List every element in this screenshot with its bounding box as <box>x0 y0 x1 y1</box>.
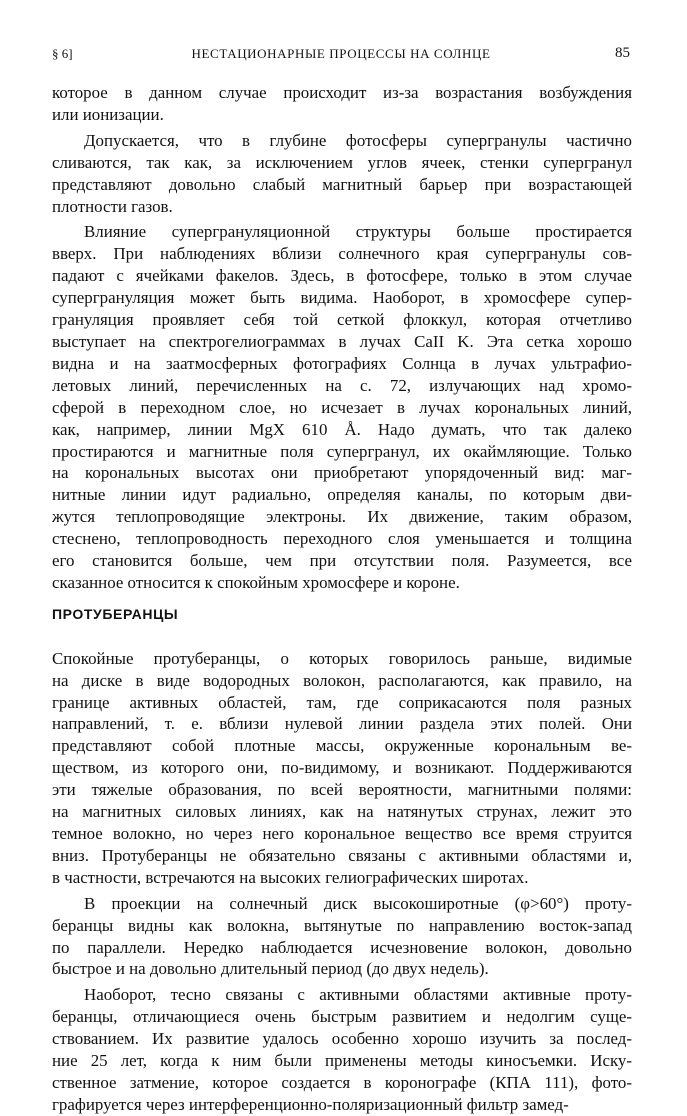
text-line: ществом, из которого они, по-видимому, и возникают. Поддерживаются <box>52 758 632 778</box>
text-line: быстрое и на довольно длительный период (до двух недель). <box>52 959 489 979</box>
text-line: темное волокно, но через него корональное вещество все время струится <box>52 824 632 843</box>
section-number: § 6] <box>52 46 73 61</box>
text-line: беранцы, отличающиеся очень быстрым развитием и недолгим суще- <box>52 1007 632 1027</box>
text-line: границе активных областей, там, где соприкасаются поля разных <box>52 692 632 712</box>
text-line: ствованием. Их развитие удалось особенно хорошо изучить за послед- <box>52 1029 632 1049</box>
text-line: графируется через интерференционно-поляризационный фильтр замед- <box>52 1094 569 1114</box>
text-line: выступает на спектрогелиограммах в лучах CaII K. Эта сетка хорошо <box>52 331 632 351</box>
text-line: летовых линий, перечисленных на с. 72, излучающих над хромо- <box>52 375 632 395</box>
text-line: простираются и магнитные поля супергранул, их окаймляющие. Только <box>52 441 632 461</box>
running-title: НЕСТАЦИОНАРНЫЕ ПРОЦЕССЫ НА СОЛНЦЕ <box>191 46 491 61</box>
text-line: по параллели. Нередко наблюдается исчезновение волокон, довольно <box>52 937 632 957</box>
paragraph <box>52 984 632 1115</box>
text-line: беранцы видны как волокна, вытянутые по направлению восток-запад <box>52 915 632 935</box>
text-line: грануляция проявляет себя той сеткой флоккул, которая отчетливо <box>52 310 632 330</box>
text-line: видна и на заатмосферных фотографиях Солнца в лучах ультрафио- <box>52 353 632 373</box>
text-line: Спокойные протуберанцы, о которых говорилось раньше, видимые <box>52 648 632 668</box>
text-line: Допускается, что в глубине фотосферы супергранулы частично <box>84 130 632 150</box>
text-line: вниз. Протуберанцы не обязательно связаны с активными областями и, <box>52 845 632 865</box>
text-line: В проекции на солнечный диск высокоширотные (φ>60°) проту- <box>84 893 632 913</box>
paragraph <box>52 893 632 981</box>
text-line: нитные линии идут радиально, определяя каналы, по которым дви- <box>52 485 632 505</box>
section-heading: ПРОТУБЕРАНЦЫ <box>52 605 179 622</box>
text-line: жутся теплопроводящие электроны. Их движение, таким образом, <box>52 507 632 527</box>
text-line: плотности газов. <box>52 196 173 216</box>
text-line: стеснено, теплопроводность переходного слоя уменьшается и толщина <box>52 529 632 549</box>
intro-text <box>52 82 632 594</box>
text-line: сливаются, так как, за исключением углов ячеек, стенки супергранул <box>52 152 632 172</box>
text-line: Наоборот, тесно связаны с активными областями активные проту- <box>84 985 632 1005</box>
text-line: ние 25 лет, когда к ним были применены методы киносъемки. Иску- <box>52 1051 632 1071</box>
paragraph <box>52 130 632 218</box>
text-line: сказанное относится к спокойным хромосфере и короне. <box>52 572 460 592</box>
text-line: вверх. При наблюдениях вблизи солнечного края супергранулы сов- <box>52 244 632 264</box>
text-line: сферой в переходном слое, но исчезает в лучах корональных линий, <box>52 397 632 417</box>
text-line: падают с ячейками факелов. Здесь, в фотосфере, только в этом случае <box>52 266 632 286</box>
text-line: направлений, т. е. вблизи нулевой линии раздела этих полей. Они <box>52 714 632 734</box>
text-line: эти тяжелые образования, по всей вероятности, магнитными полями: <box>52 780 632 800</box>
section-text <box>52 648 632 1116</box>
text-line: на диске в виде водородных волокон, располагаются, как правило, на <box>52 670 632 690</box>
paragraph <box>52 221 632 593</box>
page-body <box>52 82 632 1116</box>
text-line: в частности, встречаются на высоких гелиографических широтах. <box>52 867 529 887</box>
text-line: Влияние супергрануляционной структуры больше простирается <box>84 222 632 242</box>
text-line: ственное затмение, которое создается в коронографе (КПА 111), фото- <box>52 1072 632 1092</box>
text-line: супергрануляция может быть видима. Наоборот, в хромосфере супер- <box>52 288 632 308</box>
text-line: или ионизации. <box>52 104 164 124</box>
text-line: представляют собой плотные массы, окруженные корональным ве- <box>52 736 632 756</box>
text-line: на корональных высотах они приобретают упорядоченный вид: маг- <box>52 463 632 483</box>
text-line: которое в данном случае происходит из-за возрастания возбуждения <box>52 83 632 102</box>
running-header <box>52 46 630 68</box>
text-line: представляют довольно слабый магнитный барьер при возрастающей <box>52 174 632 194</box>
paragraph <box>52 648 632 889</box>
text-line: на магнитных силовых линиях, как на натянутых струнах, лежит это <box>52 802 632 822</box>
text-line: его становится больше, чем при отсутствии поля. Разумеется, все <box>52 551 632 571</box>
text-line: как, например, линии MgX 610 Å. Надо думать, что так далеко <box>52 419 632 439</box>
page-number: 85 <box>615 45 630 61</box>
paragraph <box>52 82 632 126</box>
